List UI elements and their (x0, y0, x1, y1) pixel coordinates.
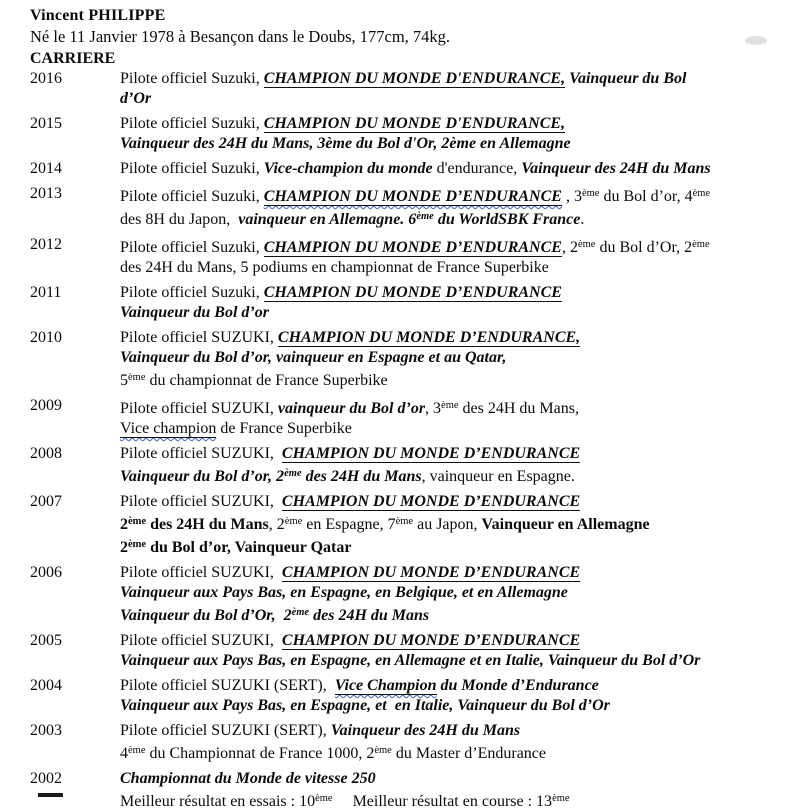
career-entry (30, 184, 792, 230)
career-year: 2011 (30, 284, 62, 301)
text-segment: Vainqueur aux Pays Bas, en Espagne, et en Italie, Vainqueur du Bol d’Or (120, 697, 610, 714)
career-entry-text (120, 235, 792, 278)
text-segment: Vainqueur aux Pays Bas, en Espagne, en Allemagne et en Italie, Vainqueur du Bol d’Or (120, 652, 701, 669)
career-year: 2015 (30, 115, 62, 132)
text-segment: du Bol d’or, 4 (599, 188, 693, 205)
career-entry (30, 235, 792, 278)
text-segment: Vainqueur du Bol d’Or, 2 (120, 607, 292, 624)
career-entry-text (120, 721, 792, 764)
text-segment: ème (128, 745, 146, 756)
text-segment: ème (441, 400, 459, 411)
career-year: 2016 (30, 70, 62, 87)
career-line (120, 696, 792, 716)
career-line (120, 368, 792, 391)
text-segment: ème (128, 516, 147, 527)
text-segment: ème (284, 516, 303, 527)
text-segment: ème (416, 211, 434, 222)
scan-smudge-artifact (745, 36, 767, 45)
career-line (120, 328, 792, 348)
career-entry-text (120, 283, 792, 323)
text-segment: CHAMPION DU MONDE D’ENDURANCE (263, 284, 562, 301)
career-section-title: CARRIERE (30, 50, 116, 67)
text-segment: CHAMPION DU MONDE D'ENDURANCE, (263, 70, 566, 87)
career-line (120, 283, 792, 303)
career-year: 2004 (30, 677, 62, 694)
career-entry (30, 328, 792, 391)
career-line (120, 89, 792, 109)
career-year: 2009 (30, 397, 62, 414)
career-entry-text (120, 184, 792, 230)
person-name: Vincent PHILIPPE (30, 7, 166, 24)
text-segment: , 3 (561, 188, 582, 205)
text-segment: du WorldSBK France (433, 211, 581, 228)
career-year: 2006 (30, 564, 62, 581)
text-segment: , vainqueur en Espagne. (421, 468, 575, 485)
text-segment: ème (374, 745, 392, 756)
career-year: 2002 (30, 770, 62, 787)
career-line (120, 769, 792, 789)
career-line (120, 396, 792, 419)
career-entry (30, 69, 792, 109)
text-segment: ème (692, 239, 710, 250)
text-segment: ème (552, 793, 570, 804)
text-segment: Pilote officiel SUZUKI (SERT), (120, 677, 335, 694)
text-segment: CHAMPION DU MONDE D’ENDURANCE (281, 493, 581, 510)
career-line (120, 159, 792, 179)
text-segment: Championnat du Monde de vitesse 250 (120, 770, 376, 787)
text-segment: ème (581, 188, 600, 199)
text-segment: Pilote officiel SUZUKI, (120, 493, 282, 510)
text-segment: Vice Champion (334, 677, 437, 694)
text-segment: Vainqueur des 24H du Mans (330, 722, 521, 739)
career-line (120, 207, 792, 230)
career-entry (30, 631, 792, 671)
career-entry-text (120, 631, 792, 671)
career-entry-text (120, 114, 792, 154)
career-list (30, 69, 792, 812)
text-segment: ème (128, 539, 147, 550)
text-segment: Meilleur résultat en essais : 10 (120, 793, 316, 810)
text-segment: Pilote officiel SUZUKI, (120, 400, 278, 417)
career-entry (30, 769, 792, 812)
career-line (120, 535, 792, 558)
text-segment: Pilote officiel SUZUKI, (120, 632, 282, 649)
text-segment: ème (692, 188, 711, 199)
text-segment: Pilote officiel Suzuki, (120, 70, 264, 87)
career-line (120, 676, 792, 696)
text-segment: d'endurance, (432, 160, 522, 177)
text-segment: des 24H du Mans, (458, 400, 579, 417)
text-segment: CHAMPION DU MONDE D’ENDURANCE (281, 632, 581, 649)
text-segment: en Espagne, 7 (302, 516, 396, 533)
career-line (120, 741, 792, 764)
text-segment: Vainqueur du Bol d’or (120, 304, 269, 321)
text-segment: 5 (120, 372, 128, 389)
career-entry-text (120, 444, 792, 487)
career-year: 2003 (30, 722, 62, 739)
text-segment: CHAMPION DU MONDE D’ENDURANCE (281, 445, 581, 462)
career-entry-text (120, 328, 792, 391)
text-segment: du Bol d’Or, 2 (595, 239, 693, 256)
text-segment: CHAMPION DU MONDE D’ENDURANCE (263, 239, 562, 256)
career-line (120, 631, 792, 651)
text-segment: vainqueur en Allemagne. 6 (238, 211, 417, 228)
text-segment: des 8H du Japon, (120, 211, 239, 228)
text-segment: ème (395, 516, 414, 527)
career-entry (30, 114, 792, 154)
text-segment: vainqueur du Bol d’or (277, 400, 426, 417)
text-segment: Pilote officiel SUZUKI (SERT), (120, 722, 331, 739)
career-entry-text (120, 69, 792, 109)
career-entry-text (120, 159, 792, 179)
text-segment: Vainqueur du Bol d’or, vainqueur en Espagne et au Qatar, (120, 349, 507, 366)
text-segment: , 3 (425, 400, 442, 417)
text-segment: des 24H du Mans (309, 607, 430, 624)
career-line (120, 134, 792, 154)
text-segment: ème (128, 372, 146, 383)
text-segment: 2 (120, 539, 128, 556)
text-segment: Pilote officiel SUZUKI, (120, 564, 282, 581)
text-segment: CHAMPION DU MONDE D’ENDURANCE, (277, 329, 581, 346)
text-segment: Vice-champion du monde (263, 160, 433, 177)
cutoff-next-row-artifact (38, 793, 63, 797)
text-segment: Meilleur résultat en course : 13 (332, 793, 553, 810)
text-segment: Pilote officiel Suzuki, (120, 188, 264, 205)
text-segment: CHAMPION DU MONDE D’ENDURANCE (281, 564, 581, 581)
career-entry (30, 721, 792, 764)
career-entry (30, 492, 792, 558)
career-entry-text (120, 676, 792, 716)
career-line (120, 184, 792, 207)
career-line (120, 114, 792, 134)
career-line (120, 789, 792, 812)
career-entry-text (120, 769, 792, 812)
career-entry-text (120, 492, 792, 558)
career-line (120, 563, 792, 583)
text-segment: du Bol d’or, Vainqueur Qatar (146, 539, 352, 556)
text-segment: Pilote officiel Suzuki, (120, 115, 264, 132)
career-entry-text (120, 396, 792, 439)
text-segment: d’Or (120, 90, 152, 107)
career-line (120, 651, 792, 671)
text-segment: Vainqueur des 24H du Mans (521, 160, 711, 177)
career-year: 2005 (30, 632, 62, 649)
career-entry (30, 159, 792, 179)
text-segment: , 2 (268, 516, 285, 533)
text-segment: Pilote officiel Suzuki, (120, 160, 264, 177)
text-segment: au Japon, (413, 516, 482, 533)
text-segment: Vainqueur du Bol d’or, 2 (120, 468, 285, 485)
career-entry-text (120, 563, 792, 626)
career-line (120, 69, 792, 89)
text-segment: du championnat de France Superbike (145, 372, 388, 389)
career-entry (30, 563, 792, 626)
career-entry (30, 676, 792, 716)
career-entry (30, 396, 792, 439)
career-line (120, 721, 792, 741)
text-segment: ème (315, 793, 333, 804)
career-line (120, 603, 792, 626)
text-segment: Vice champion (120, 420, 217, 437)
text-segment: Vainqueur du Bol (565, 70, 687, 87)
career-line (120, 444, 792, 464)
career-entry (30, 444, 792, 487)
career-line (120, 348, 792, 368)
career-year: 2007 (30, 493, 62, 510)
career-year: 2012 (30, 236, 62, 253)
text-segment: ème (284, 468, 302, 479)
text-segment: 2 (120, 516, 128, 533)
career-year: 2008 (30, 445, 62, 462)
text-segment: Vainqueur aux Pays Bas, en Espagne, en Belgique, et en Allemagne (120, 584, 568, 601)
career-line (120, 303, 792, 323)
career-entry (30, 283, 792, 323)
career-line (120, 235, 792, 258)
career-line (120, 419, 792, 439)
career-line (120, 492, 792, 512)
text-segment: Vainqueur en Allemagne (481, 516, 650, 533)
career-year: 2010 (30, 329, 62, 346)
text-segment: CHAMPION DU MONDE D'ENDURANCE, (263, 115, 566, 132)
text-segment: du Master d’Endurance (391, 745, 547, 762)
career-line (120, 258, 792, 278)
text-segment: Vainqueur des 24H du Mans, 3ème du Bol d'Or, 2ème en Allemagne (120, 135, 571, 152)
career-year: 2014 (30, 160, 62, 177)
text-segment: CHAMPION DU MONDE D’ENDURANCE (263, 188, 562, 205)
text-segment: Pilote officiel SUZUKI, (120, 329, 278, 346)
text-segment: ème (577, 239, 596, 250)
career-line (120, 583, 792, 603)
text-segment: Pilote officiel Suzuki, (120, 239, 264, 256)
career-year: 2013 (30, 185, 62, 202)
text-segment: , 2 (561, 239, 578, 256)
career-line (120, 464, 792, 487)
career-line (120, 512, 792, 535)
text-segment: . (580, 211, 585, 228)
text-segment: 4 (120, 745, 128, 762)
text-segment: des 24H du Mans, 5 podiums en championnat de France Superbike (120, 259, 549, 276)
text-segment: ème (291, 607, 310, 618)
birth-info: Né le 11 Janvier 1978 à Besançon dans le Doubs, 177cm, 74kg. (30, 27, 451, 46)
text-segment: du Monde d’Endurance (436, 677, 599, 694)
text-segment: du Championnat de France 1000, 2 (145, 745, 375, 762)
text-segment: Pilote officiel Suzuki, (120, 284, 264, 301)
text-segment: des 24H du Mans (301, 468, 422, 485)
text-segment: des 24H du Mans (146, 516, 269, 533)
text-segment: Pilote officiel SUZUKI, (120, 445, 282, 462)
text-segment: de France Superbike (216, 420, 352, 437)
